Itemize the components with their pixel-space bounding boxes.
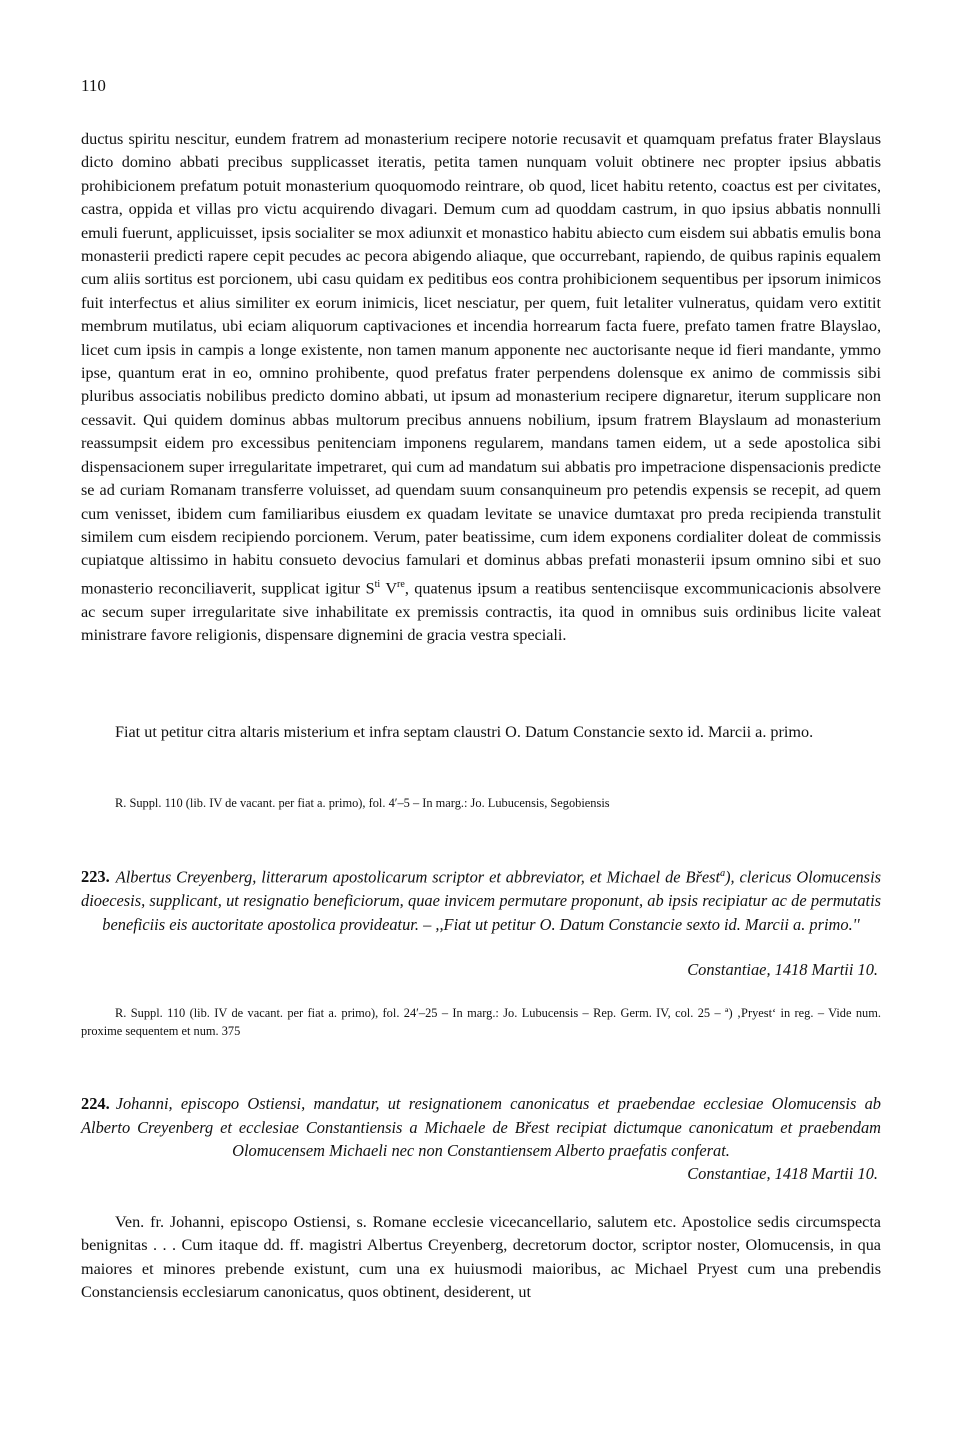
entry-224-text: Johanni, episcopo Ostiensi, mandatur, ut resignationem canonicatus et praebendae ecclesiae Olomucensis ab Alberto Creyenberg et ecclesiae Constantiensis a Michaele de Břest recipiat dictumque canonicatum et praebendam Olomucensem Michaeli nec non Constantiensem Alberto praefatis conferat. — [81, 1094, 881, 1161]
footnote-register-2: R. Suppl. 110 (lib. IV de vacant. per fiat a. primo), fol. 24′–25 – In marg.: Jo. Lubucensis – Rep. Germ. IV, col. 25 – ª) ‚Pryest‘ in reg. – Vide num. proxime sequentem et num. 375 — [81, 1006, 881, 1038]
entry-224-dateline: Constantiae, 1418 Martii 10. — [687, 1164, 878, 1183]
page-number: 110 — [81, 76, 106, 95]
abbrev-v: V — [385, 579, 398, 598]
entry-223-text-a: Albertus Creyenberg, litterarum apostolicarum scriptor et abbreviator, et Michael de Břest — [115, 867, 721, 887]
paragraph-petition-end: , quatenus ipsum a reatibus sentenciisque excommunicacionis absolvere ac secum super irregularitate sive inhabilitate ex premissis contractis, ita quod in omnibus suis ordinibus licite valeat ministrare favore religionis, dispensare dignemini de gracia vestra speciali. — [81, 579, 881, 644]
superscript-ti: ti — [374, 578, 381, 590]
entry-224-number: 224. — [81, 1094, 110, 1113]
entry-223-number: 223. — [81, 867, 110, 887]
paragraph-petition-text: ductus spiritu nescitur, eundem fratrem ad monasterium recipere notorie recusavit et quamquam prefatus frater Blayslaus dicto domino abbati precibus supplicasset iteratis, petita tamen nunquam voluit obtinere nec propter ipsius abbatis prohibicionem prefatum potuit monasterium quoquomodo reintrare, ob quod, licet habitu retento, coactus est per civitates, castra, oppida et villas pro victu acquirendo divagari. Demum cum ad quoddam castrum, in quo ipsius abbatis nonnulli emuli fuerunt, applicuisset, ipsis socialiter se mox adiunxit et monastico habitu abiecto cum eisdem sui abbatis emulis bona monasterii predicti rapere cepit pecudes ac pecora abigendo aliaque, que occurrebant, rapiendo, de quibus rapinis equalem cum aliis sortitus est porcionem, ubi casu quidam ex peditibus eos contra prohibicionem sequentibus per ipsorum inimicos fuit interfectus et alius similiter ex eorum inimicis, licet nesciatur, per quem, fuit letaliter vulneratus, quidam vero extitit membrum mutilatus, ubi eciam aliquorum captivaciones et incendia horrearum facta fuere, prefato tamen fratre Blayslao, licet cum ipsis in campis a longe existente, non tamen manum apponente nec auctorisante neque id fieri mandante, ymmo ipse, quantum erat in eo, omnino prohibente, quod prefatus frater perpendens dolensque ex animo de commissis sibi pluribus associatis nobilibus predicto domino abbati, ut ipsum ad monasterium recipere dignaretur, iterum supplicare non cessavit. Qui quidem dominus abbas multorum precibus annuens nobilium, ipsum fratrem Blayslaum ad monasterium reassumpsit eidem pro excessibus penitenciam imponens regularem, mandans tamen eidem, ut a sede apostolica sibi dispensacionem super irregularitate impetraret, qui cum ad mandatum sui abbatis pro impetracione dispensacionis predicte se ad curiam Romanam transferre voluisset, ad quendam suum consanquineum pro petendis expensis se recepit, ad quem cum venisset, ibidem cum familiaribus eiusdem ex quadam levitate se unavice dumtaxat pro preda recipienda transtulit similem cum eisdem recipiendo porcionem. Verum, pater beatissime, cum idem exponens cordialiter doleat de commissis cupiatque altissimo in habitu consueto devocius famulari et dominus abbas prefati monasterii ipsum omnino sibi et suo monasterio reconciliaverit, supplicat igitur — [81, 130, 881, 598]
superscript-re: re — [397, 578, 405, 590]
entry-223-text-b: ), clericus Olomucensis dioecesis, supplicant, ut resignatio beneficiorum, quae invicem permutare proponunt, ab ipsis recipiatur ac de permutatis beneficiis eis auctoritate apostolica provideatur. – ,,Fiat ut petitur O. Datum Constancie sexto id. Marcii a. primo.'' — [81, 867, 881, 934]
entry-223-superscript: a — [720, 868, 726, 879]
abbrev-s: S — [365, 579, 375, 598]
entry-224-summary — [81, 1092, 881, 1163]
entry-223-dateline: Constantiae, 1418 Martii 10. — [687, 960, 878, 979]
paragraph-mandate: Ven. fr. Johanni, episcopo Ostiensi, s. Romane ecclesie vicecancellario, salutem etc. Apostolice sedis circumspecta benignitas . . . Cum itaque dd. ff. magistri Albertus Creyenberg, decretorum doctor, scriptor noster, Olomucensis, in qua maiores et minores prebende existunt, cum una ex huiusmodi maioribus, ac Michael Pryest cum una prebendis Constanciensis ecclesiarum canonicatus, quos obtinent, desiderent, ut — [81, 1213, 881, 1302]
footnote-register-1: R. Suppl. 110 (lib. IV de vacant. per fiat a. primo), fol. 4′–5 – In marg.: Jo. Lubucensis, Segobiensis — [115, 796, 610, 810]
entry-223-summary — [81, 862, 881, 936]
paragraph-petition — [81, 128, 881, 647]
paragraph-fiat: Fiat ut petitur citra altaris misterium et infra septam claustri O. Datum Constancie sexto id. Marcii a. primo. — [115, 723, 814, 741]
